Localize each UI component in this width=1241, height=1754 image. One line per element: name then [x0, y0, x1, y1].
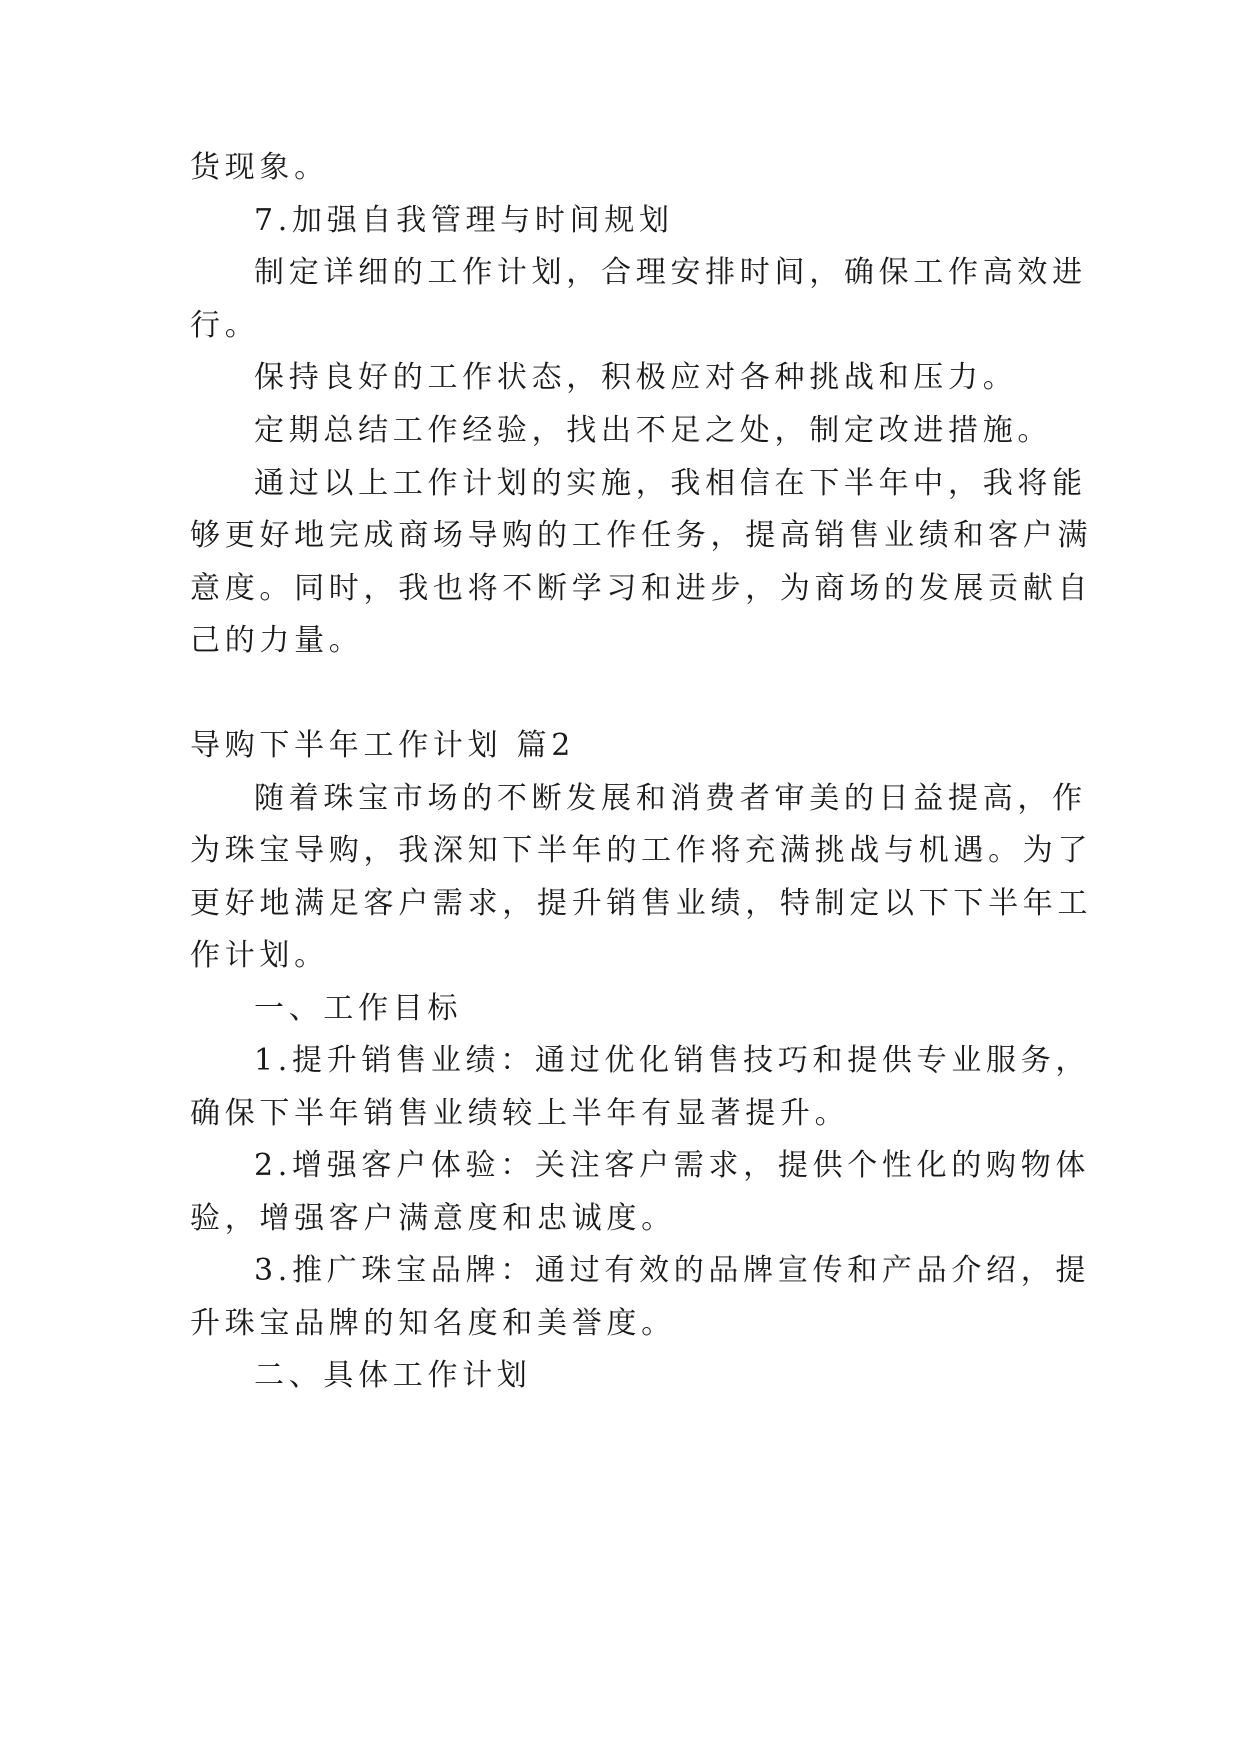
section-heading: 二、具体工作计划	[254, 1358, 532, 1393]
paragraph-line: 通过以上工作计划的实施，我相信在下半年中，我将能	[254, 466, 1087, 501]
paragraph-line: 3.推广珠宝品牌：通过有效的品牌宣传和产品介绍，提	[254, 1253, 1091, 1288]
paragraph-line: 货现象。	[190, 150, 329, 185]
paragraph-line: 2.增强客户体验：关注客户需求，提供个性化的购物体	[254, 1148, 1091, 1183]
paragraph-line: 为珠宝导购，我深知下半年的工作将充满挑战与机遇。为了	[190, 833, 1093, 868]
section-heading: 一、工作目标	[254, 991, 463, 1026]
paragraph-line: 保持良好的工作状态，积极应对各种挑战和压力。	[254, 360, 1018, 395]
paragraph-line: 制定详细的工作计划，合理安排时间，确保工作高效进	[254, 255, 1087, 290]
paragraph-line: 确保下半年销售业绩较上半年有显著提升。	[190, 1096, 850, 1131]
paragraph-line: 意度。同时，我也将不断学习和进步，为商场的发展贡献自	[190, 571, 1093, 606]
paragraph-line: 随着珠宝市场的不断发展和消费者审美的日益提高，作	[254, 781, 1087, 816]
paragraph-line: 定期总结工作经验，找出不足之处，制定改进措施。	[254, 413, 1053, 448]
section-heading: 7.加强自我管理与时间规划	[254, 203, 674, 238]
paragraph-line: 己的力量。	[190, 623, 364, 658]
paragraph-line: 升珠宝品牌的知名度和美誉度。	[190, 1306, 676, 1341]
article-title: 导购下半年工作计划 篇2	[190, 728, 576, 763]
paragraph-line: 够更好地完成商场导购的工作任务，提高销售业绩和客户满	[190, 518, 1093, 553]
paragraph-line: 验，增强客户满意度和忠诚度。	[190, 1201, 676, 1236]
paragraph-line: 更好地满足客户需求，提升销售业绩，特制定以下下半年工	[190, 886, 1093, 921]
paragraph-line: 1.提升销售业绩：通过优化销售技巧和提供专业服务，	[254, 1043, 1091, 1078]
paragraph-line: 行。	[190, 308, 260, 343]
paragraph-line: 作计划。	[190, 938, 329, 973]
